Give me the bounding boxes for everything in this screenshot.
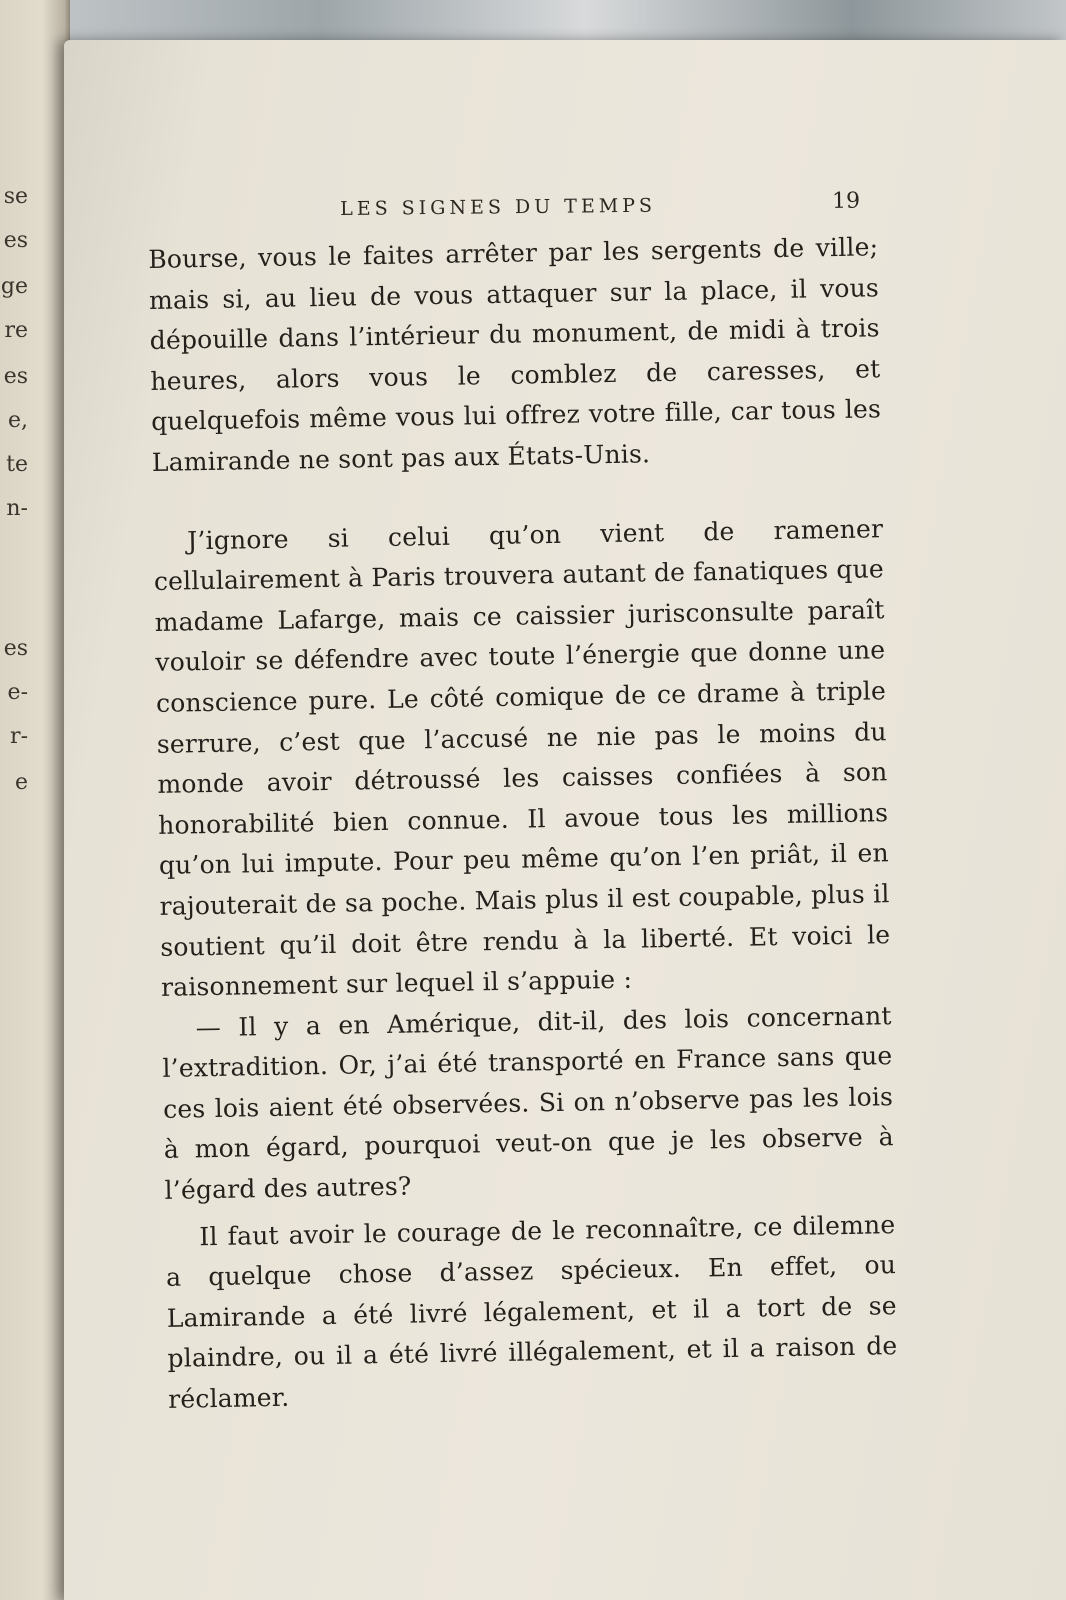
facing-page-fragment: se xyxy=(3,184,28,209)
facing-page-fragment: r- xyxy=(10,724,28,749)
paragraph: — Il y a en Amérique, dit-il, des lois concernant l’extradition. Or, j’ai été transporté en France sans que ces lois aient été observées. Si on n’observe pas les lois à mon égard, pourquoi veut-on que je les observe à l’égard des autres? xyxy=(162,1000,895,1205)
facing-page-fragment: e, xyxy=(7,408,28,433)
facing-page-fragment: es xyxy=(3,364,28,389)
running-title: LES SIGNES DU TEMPS xyxy=(340,194,657,221)
facing-page-fragment: n- xyxy=(6,496,28,521)
facing-page-fragment: e- xyxy=(7,680,28,705)
facing-page-fragment: es xyxy=(3,636,28,661)
facing-page-fragment: e xyxy=(14,770,28,795)
paragraph: Bourse, vous le faites arrêter par les sergents de ville; mais si, au lieu de vous attaquer sur la place, il vous dépouille dans l’intérieur du monument, de midi à trois heures, alors vous le comblez de caresses, et quelquefois même vous lui offrez votre fille, car tous les Lamirande ne sont pas aux États-Unis. xyxy=(148,232,882,477)
paragraph: Il faut avoir le courage de le reconnaître, ce dilemne a quelque chose d’assez spécieux. En effet, ou Lamirande a été livré légalement, et il a tort de se plaindre, ou il a été livré illégalement, et il a raison de réclamer. xyxy=(165,1209,898,1414)
facing-page-fragment: te xyxy=(6,452,28,477)
facing-page-fragment: re xyxy=(4,318,28,343)
paragraph: J’ignore si celui qu’on vient de ramener cellulairement à Paris trouvera autant de fanatiques que madame Lafarge, mais ce caissier jurisconsulte paraît vouloir se défendre avec toute l’énergie que donne une conscience pure. Le côté comique de ce drame à triple serrure, c’est que l’accusé ne nie pas le moins du monde avoir détroussé les caisses confiées à son honorabilité bien connue. Il avoue tous les millions qu’on lui impute. Pour peu même qu’on l’en priât, il en rajouterait de sa poche. Mais plus il est coupable, plus il soutient qu’il doit être rendu à la liberté. Et voici le raisonnement sur lequel il s’appuie : xyxy=(153,513,891,1002)
facing-page-fragment: ge xyxy=(0,274,28,299)
facing-page-fragment: es xyxy=(3,228,28,253)
page-number: 19 xyxy=(831,188,861,214)
facing-page-edge xyxy=(0,0,70,1600)
body-text xyxy=(148,227,898,1420)
